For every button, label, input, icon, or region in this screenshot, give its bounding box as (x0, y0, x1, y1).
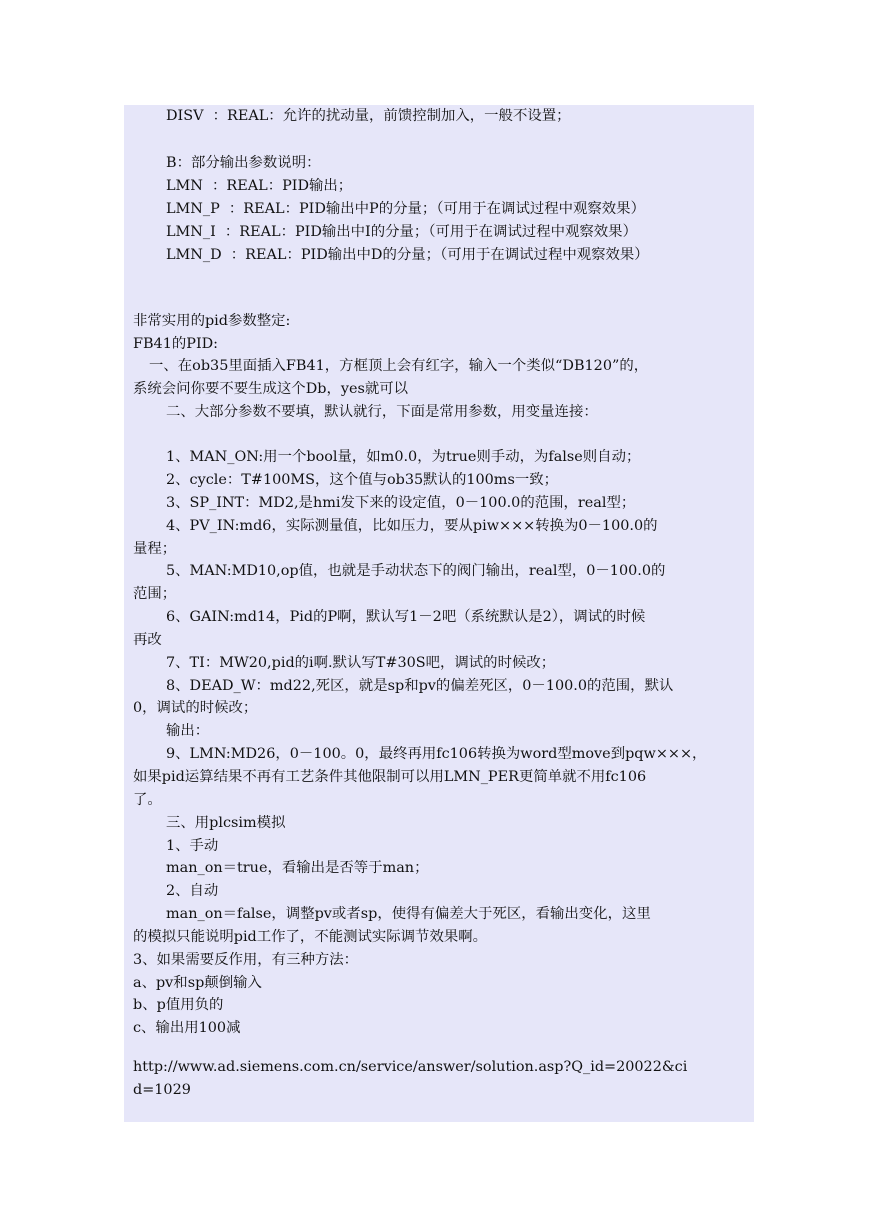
param2-line: 2、cycle：T#100MS，这个值与ob35默认的100ms一致； (166, 472, 559, 488)
lmn-i-line: LMN_I ：REAL：PID输出中I的分量；（可用于在调试过程中观察效果） (166, 224, 637, 240)
param9-line2: 如果pid运算结果不再有工艺条件其他限制可以用LMN_PER更简单就不用fc106 (133, 769, 647, 785)
param5-line1: 5、MAN:MD10,op值，也就是手动状态下的阀门输出，real型，0－100.0的 (166, 563, 666, 579)
param3-line: 3、SP_INT：MD2,是hmi发下来的设定值，0－100.0的范围，real型； (166, 495, 636, 511)
lmn-d-line: LMN_D ：REAL：PID输出中D的分量；（可用于在调试过程中观察效果） (166, 247, 649, 263)
lmn-p-line: LMN_P ：REAL：PID输出中P的分量；（可用于在调试过程中观察效果） (166, 201, 645, 217)
sim-auto-label: 2、自动 (166, 883, 219, 899)
tuning-title: 非常实用的pid参数整定: (133, 313, 291, 329)
sim-auto-desc1: man_on＝false，调整pv或者sp，使得有偏差大于死区，看输出变化，这里 (166, 906, 651, 922)
step2-line: 二、大部分参数不要填，默认就行，下面是常用参数，用变量连接： (166, 404, 598, 420)
sim-manual-desc: man_on＝true，看输出是否等于man； (166, 860, 429, 876)
reverse-heading: 3、如果需要反作用，有三种方法： (133, 952, 359, 968)
step1-line1: 一、在ob35里面插入FB41，方框顶上会有红字，输入一个类似“DB120”的， (149, 358, 649, 374)
tuning-subtitle: FB41的PID: (133, 336, 219, 352)
reference-url-line1[interactable]: http://www.ad.siemens.com.cn/service/answer/solution.asp?Q_id=20022&ci (133, 1059, 688, 1075)
param7-line: 7、TI：MW20,pid的i啊.默认写T#30S吧，调试的时候改； (166, 655, 556, 671)
disv-line: DISV ：REAL：允许的扰动量，前馈控制加入，一般不设置； (166, 108, 571, 124)
param5-line2: 范围； (133, 586, 177, 602)
param4-line1: 4、PV_IN:md6，实际测量值，比如压力，要从piw×××转换为0－100.0的 (166, 518, 658, 534)
param1-line: 1、MAN_ON:用一个bool量，如m0.0，为true则手动，为false则自动； (166, 449, 641, 465)
reverse-option-b: b、p值用负的 (133, 997, 224, 1013)
sim-auto-desc2: 的模拟只能说明pid工作了，不能测试实际调节效果啊。 (133, 929, 488, 945)
param8-line1: 8、DEAD_W：md22,死区，就是sp和pv的偏差死区，0－100.0的范围，默认 (166, 678, 674, 694)
param8-line2: 0，调试的时候改； (133, 700, 258, 716)
document-panel (124, 105, 754, 1122)
param9-line1: 9、LMN:MD26，0－100。0，最终再用fc106转换为word型move到pqw×××， (166, 746, 707, 762)
reference-url-line2[interactable]: d=1029 (133, 1082, 191, 1098)
output-params-heading: B：部分输出参数说明： (166, 155, 321, 171)
lmn-line: LMN ：REAL：PID输出； (166, 178, 353, 194)
param4-line2: 量程； (133, 541, 177, 557)
param6-line1: 6、GAIN:md14，Pid的P啊，默认写1－2吧（系统默认是2），调试的时候 (166, 609, 646, 625)
param6-line2: 再改 (133, 632, 162, 648)
reverse-option-a: a、pv和sp颠倒输入 (133, 975, 262, 991)
param9-line3: 了。 (133, 792, 162, 808)
sim-manual-label: 1、手动 (166, 838, 219, 854)
reverse-option-c: c、输出用100减 (133, 1020, 241, 1036)
step3-line: 三、用plcsim模拟 (166, 815, 286, 831)
step1-line2: 系统会问你要不要生成这个Db，yes就可以 (133, 381, 409, 397)
output-label: 输出： (166, 723, 210, 739)
